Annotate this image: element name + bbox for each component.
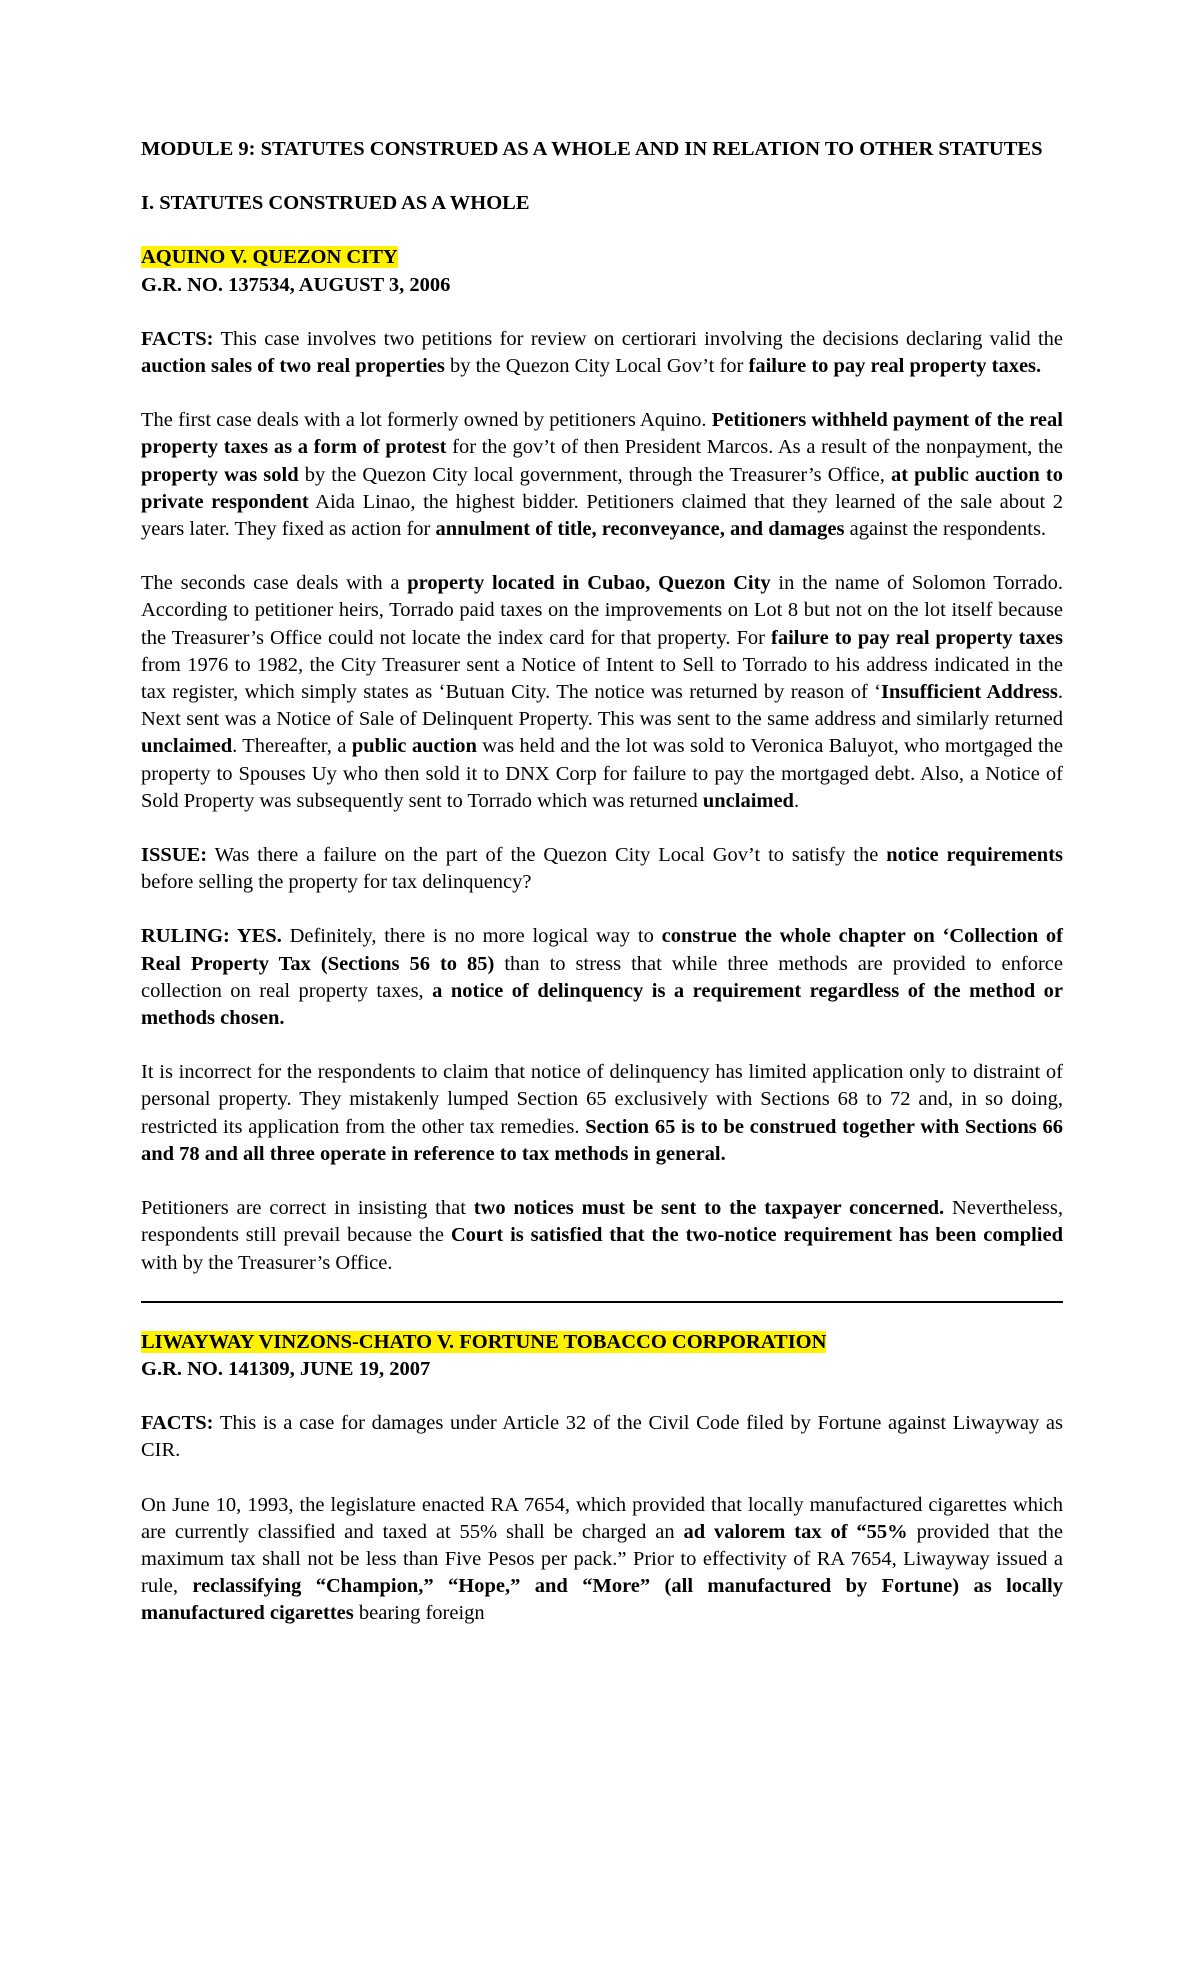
- bold-text: reclassifying “Champion,” “Hope,” and “More” (all manufactured by Fortune) as locally manufactured cigarettes: [141, 1575, 1064, 1625]
- case-title-highlight: LIWAYWAY VINZONS-CHATO V. FORTUNE TOBACCO CORPORATION: [141, 1330, 827, 1353]
- case-title: [141, 1329, 1063, 1356]
- text: It is incorrect for the respondents to claim that notice of delinquency has limited application only to distraint of personal property. They mistakenly lumped Section 65 exclusively with Sections 68 to 72 and, in so doing, restricted its application from the other tax remedies.: [141, 1061, 1063, 1138]
- text: . Next sent was a Notice of Sale of Delinquent Property. This was sent to the same address and similarly returned: [141, 681, 1063, 731]
- case-vinzons-chato: [141, 1329, 1063, 1628]
- ruling-paragraph: [141, 923, 1063, 1032]
- first-case-paragraph: [141, 407, 1063, 543]
- delinquency-paragraph: [141, 1059, 1063, 1168]
- text: On June 10, 1993, the legislature enacted RA 7654, which provided that locally manufactured cigarettes which are currently classified and taxed at 55% shall be charged an: [141, 1493, 1063, 1543]
- text: Petitioners are correct in insisting that: [141, 1197, 474, 1220]
- bold-text: auction sales of two real properties: [141, 355, 445, 378]
- bold-text: unclaimed: [141, 735, 233, 758]
- case-gr-number: G.R. NO. 137534, AUGUST 3, 2006: [141, 273, 451, 296]
- issue-paragraph: [141, 842, 1063, 896]
- text: Nevertheless, respondents still prevail because the: [141, 1197, 1064, 1247]
- facts-label: FACTS:: [141, 327, 214, 350]
- bold-text: public auction: [351, 735, 477, 758]
- bold-text: annulment of title, reconveyance, and damages: [435, 518, 845, 541]
- bold-text: at public auction to private respondent: [141, 463, 1063, 513]
- facts-label: FACTS:: [141, 1412, 214, 1435]
- text: against the respondents.: [844, 518, 1047, 541]
- ra7654-paragraph: [141, 1492, 1063, 1628]
- second-case-paragraph: [141, 570, 1063, 815]
- text: The first case deals with a lot formerly owned by petitioners Aquino.: [141, 409, 712, 432]
- text: Was there a failure on the part of the Quezon City Local Gov’t to satisfy the: [207, 844, 887, 867]
- bold-text: two notices must be sent to the taxpayer concerned.: [473, 1197, 945, 1220]
- bold-text: ad valorem tax of “55%: [683, 1520, 908, 1543]
- facts-paragraph: [141, 1410, 1063, 1464]
- facts-paragraph: [141, 326, 1063, 380]
- section-title: I. STATUTES CONSTRUED AS A WHOLE: [141, 192, 530, 215]
- case-gr-number: G.R. NO. 141309, JUNE 19, 2007: [141, 1357, 431, 1380]
- issue-label: ISSUE:: [141, 844, 208, 867]
- text: bearing foreign: [353, 1602, 485, 1625]
- bold-text: notice requirements: [886, 844, 1064, 867]
- text: by the Quezon City Local Gov’t for: [444, 355, 749, 378]
- bold-text: failure to pay real property taxes.: [748, 355, 1042, 378]
- text: for the gov’t of then President Marcos. As a result of the nonpayment, the: [446, 436, 1064, 459]
- bold-text: property was sold: [141, 463, 299, 486]
- bold-text: unclaimed: [702, 789, 794, 812]
- bold-text: property located in Cubao, Quezon City: [407, 572, 771, 595]
- case-title: [141, 244, 1063, 271]
- case-aquino: [141, 244, 1063, 1276]
- text: was held and the lot was sold to Veronica Baluyot, who mortgaged the property to Spouses Uy who then sold it to DNX Corp for failure to pay the mortgaged debt. Also, a Notice of Sold Property was subsequently sent to Torrado which was returned: [141, 735, 1063, 812]
- text: Definitely, there is no more logical way to: [281, 925, 662, 948]
- text: .: [793, 789, 800, 812]
- text: in the name of Solomon Torrado. According to petitioner heirs, Torrado paid taxes on the improvements on Lot 8 but not on the lot itself because the Treasurer’s Office could not locate the index card for that property. For: [141, 572, 1063, 649]
- bold-text: failure to pay real property taxes: [771, 626, 1063, 649]
- module-title: MODULE 9: STATUTES CONSTRUED AS A WHOLE AND IN RELATION TO OTHER STATUTES: [141, 138, 1043, 160]
- text: by the Quezon City local government, through the Treasurer’s Office,: [298, 463, 891, 486]
- text: This is a case for damages under Article 32 of the Civil Code filed by Fortune against Liwayway as CIR.: [141, 1412, 1063, 1462]
- text: Aida Linao, the highest bidder. Petitioners claimed that they learned of the sale about 2 years later. They fixed as action for: [141, 490, 1063, 541]
- two-notices-paragraph: [141, 1195, 1063, 1277]
- text: with by the Treasurer’s Office.: [141, 1251, 393, 1274]
- text: from 1976 to 1982, the City Treasurer sent a Notice of Intent to Sell to Torrado to his address indicated in the tax register, which simply states as ‘Butuan City. The notice was returned by reason of ‘: [141, 653, 1063, 704]
- text: This case involves two petitions for review on certiorari involving the decisions declaring valid the: [213, 327, 1063, 350]
- bold-text: a notice of delinquency is a requirement regardless of the method or methods chosen.: [141, 979, 1063, 1030]
- text: before selling the property for tax delinquency?: [141, 871, 532, 894]
- text: than to stress that while three methods are provided to enforce collection on real property taxes,: [141, 952, 1063, 1002]
- text: . Thereafter, a: [232, 735, 352, 758]
- section-divider: [141, 1301, 1063, 1303]
- bold-text: Petitioners withheld payment of the real property taxes as a form of protest: [141, 409, 1063, 459]
- bold-text: Section 65 is to be construed together with Sections 66 and 78 and all three operate in reference to tax methods in general.: [141, 1115, 1063, 1165]
- bold-text: Insufficient Address: [880, 681, 1058, 704]
- bold-text: Court is satisfied that the two-notice requirement has been complied: [450, 1224, 1063, 1247]
- text: provided that the maximum tax shall not be less than Five Pesos per pack.” Prior to effectivity of RA 7654, Liwayway issued a rule,: [141, 1520, 1064, 1598]
- text: The seconds case deals with a: [141, 572, 408, 595]
- bold-text: construe the whole chapter on ‘Collection of Real Property Tax (Sections 56 to 85): [141, 925, 1063, 975]
- case-title-highlight: AQUINO V. QUEZON CITY: [141, 246, 398, 269]
- ruling-label: RULING: YES.: [141, 925, 282, 948]
